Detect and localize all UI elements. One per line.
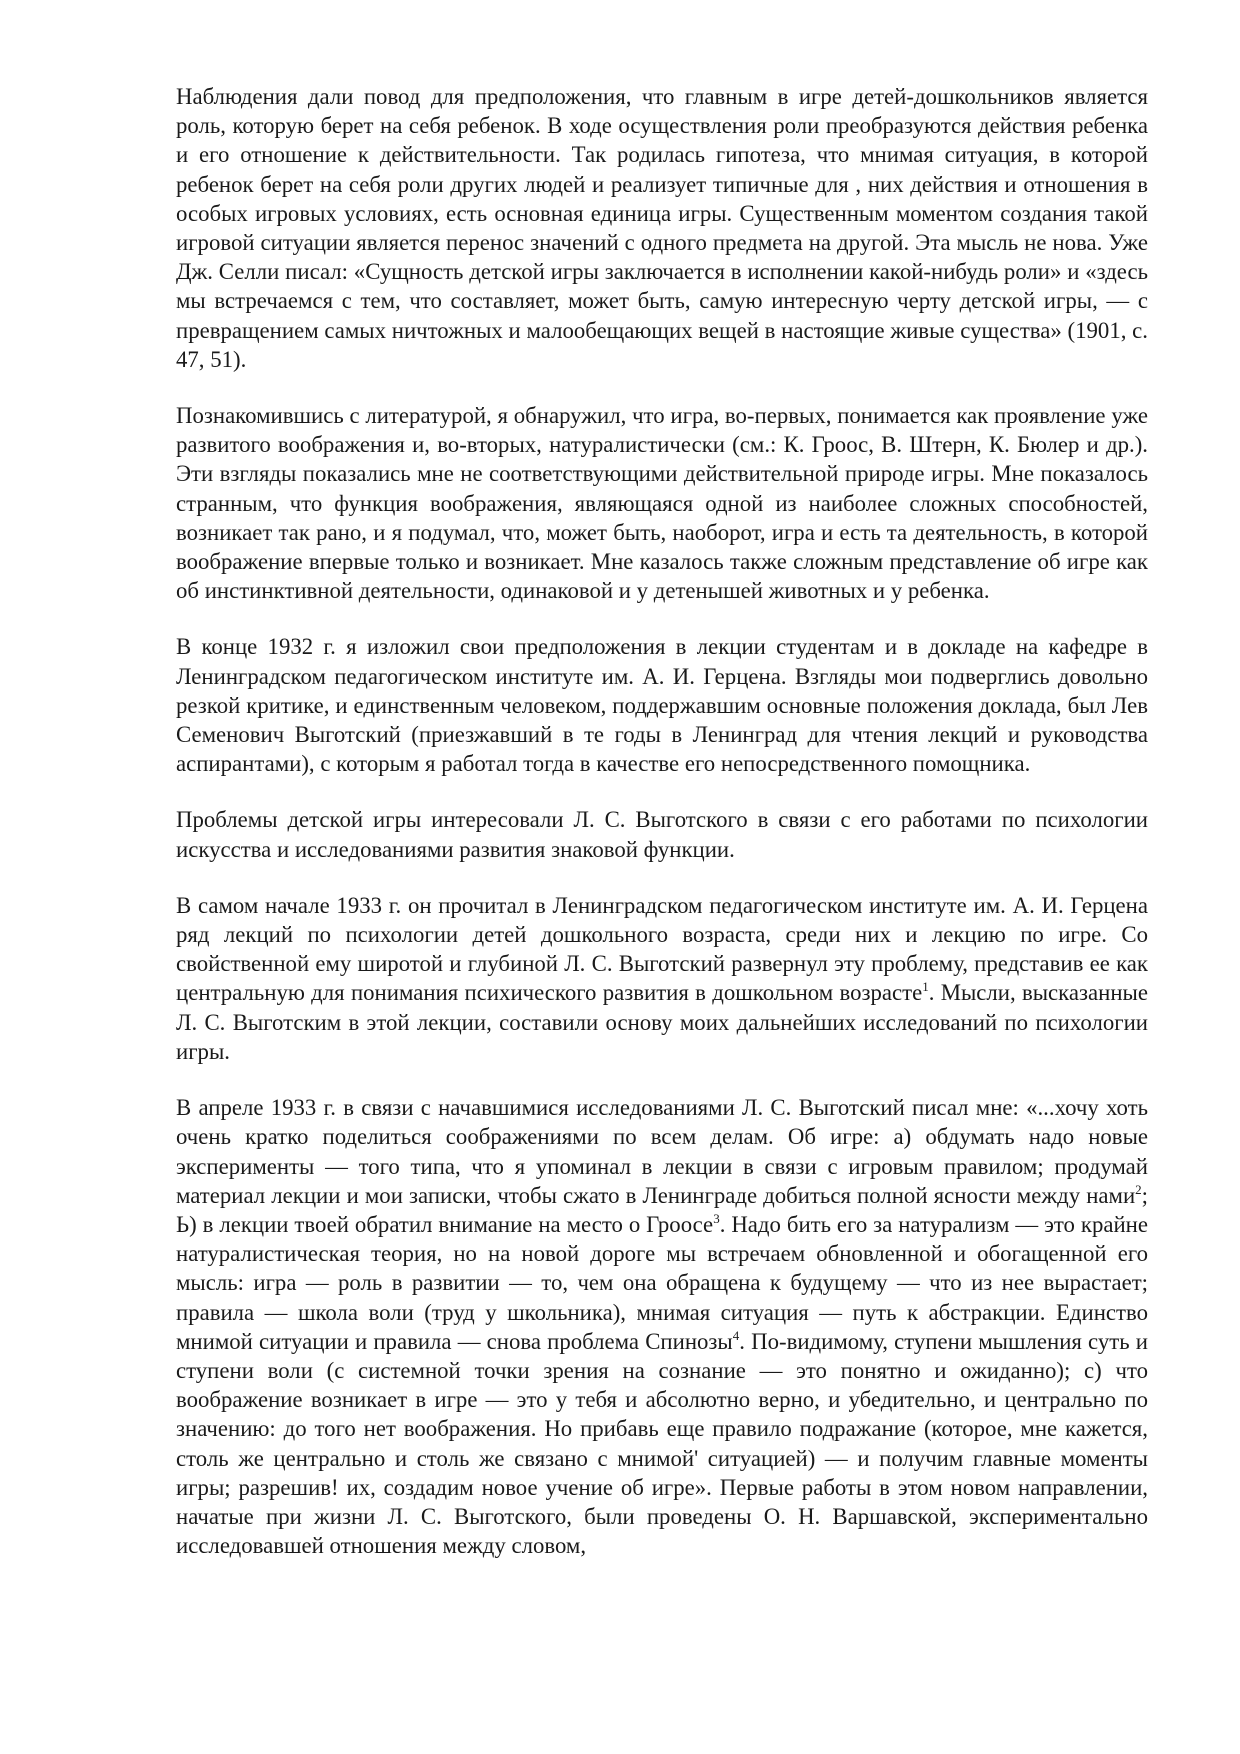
paragraph-text: Проблемы детской игры интересовали Л. С. Выготского в связи с его работами по психологии искусства и исследованиями развития знаковой функции. [176,807,1148,862]
paragraph-text: В конце 1932 г. я изложил свои предположения в лекции студентам и в докладе на кафедре в Ленинградском педагогическом институте им. А. И. Герцена. Взгляды мои подверглись довольно резкой критике, и единственным человеком, поддержавшим основные положения доклада, был Лев Семенович Выготский (приезжавший в те годы в Ленинград для чтения лекций и руководства аспирантами), с которым я работал тогда в качестве его непосредственного помощника. [176,634,1148,777]
paragraph-1932-lecture [176,632,1148,778]
footnote-marker: 1 [922,979,929,995]
paragraph-literature [176,401,1148,605]
paragraph-text: Познакомившись с литературой, я обнаружил, что игра, во-первых, понимается как проявление уже развитого воображения и, во-вторых, натуралистически (см.: К. Гроос, В. Штерн, К. Бюлер и др.). Эти взгляды показались мне не соответствующими действительной природе игры. Мне показалось странным, что функция воображения, являющаяся одной из наиболее сложных способностей, возникает так рано, и я подумал, что, может быть, наоборот, игра и есть та деятельность, в которой воображение впервые только и возникает. Мне казалось также сложным представление об игре как об инстинктивной деятельности, одинаковой и у детенышей животных и у ребенка. [176,403,1148,604]
footnote-marker: 4 [732,1327,740,1343]
paragraph-text: Наблюдения дали повод для предположения, что главным в игре детей-дошкольников является роль, которую берет на себя ребенок. В ходе осуществления роли преобразуются действия ребенка и его отношение к действительности. Так родилась гипотеза, что мнимая ситуация, в которой ребенок берет на себя роли других людей и реализует типичные для , них действия и отношения в особых игровых условиях, есть основная единица игры. Существенным моментом создания такой игровой ситуации является перенос значений с одного предмета на другой. Эта мысль не нова. Уже Дж. Селли писал: «Сущность детской игры заключается в исполнении какой-нибудь роли» и «здесь мы встречаемся с тем, что составляет, может быть, самую интересную черту детской игры, — с превращением самых ничтожных и малообещающих вещей в настоящие живые существа» (1901, с. 47, 51). [176,84,1148,372]
paragraph-text: . Надо бить его за натурализм — это крайне натуралистическая теория, но на новой дороге мы встречаем обновленной и обогащенной его мысль: игра — роль в развитии — то, чем она обращена к будущему — что из нее вырастает; правила — школа воли (труд у школьника), мнимая ситуация — путь к абстракции. Единство мнимой ситуации и правила — снова проблема Спинозы [176,1211,1148,1354]
paragraph-observations [176,82,1148,374]
footnote-marker: 2 [1135,1181,1142,1197]
paragraph-text: . По-видимому, ступени мышления суть и ступени воли (с системной точки зрения на сознание — это понятно и ожиданно); с) что воображение возникает в игре — это у тебя и абсолютно верно, и убедительно, и центрально по значению: до того нет воображения. Но прибавь еще правило подражание (которое, мне кажется, столь же центрально и столь же связано с мнимой' ситуацией) — и получим главные моменты игры; разрешив! их, создадим новое учение об игре». Первые работы в этом новом направлении, начатые при жизни Л. С. Выготского, были проведены О. Н. Варшавской, экспериментально исследовавшей отношения между словом, [176,1328,1148,1559]
paragraph-text: ; Ь) в лекции твоей обратил внимание на место о Гроосе [176,1182,1148,1237]
paragraph-text: В апреле 1933 г. в связи с начавшимися исследованиями Л. С. Выготский писал мне: «...хочу хоть очень кратко поделиться соображениями по всем делам. Об игре: а) обдумать надо новые эксперименты — того типа, что я упоминал в лекции в связи с игровым правилом; продумай материал лекции и мои записки, чтобы сжато в Ленинграде добиться полной ясности между нами [176,1095,1148,1208]
paragraph-text: . Мысли, высказанные Л. С. Выготским в этой лекции, составили основу моих дальнейших исследований по психологии игры. [176,980,1148,1064]
document-page [176,82,1148,1560]
footnote-marker: 3 [713,1210,720,1226]
paragraph-text: В самом начале 1933 г. он прочитал в Ленинградском педагогическом институте им. А. И. Герцена ряд лекций по психологии детей дошкольного возраста, среди них и лекцию по игре. Со свойственной ему широтой и глубиной Л. С. Выготский развернул эту проблему, представив ее как центральную для понимания психического развития в дошкольном возрасте [176,892,1148,1006]
paragraph-vygotsky-interest [176,805,1148,863]
paragraph-1933-lectures [176,891,1148,1066]
paragraph-april-1933-letter [176,1093,1148,1560]
